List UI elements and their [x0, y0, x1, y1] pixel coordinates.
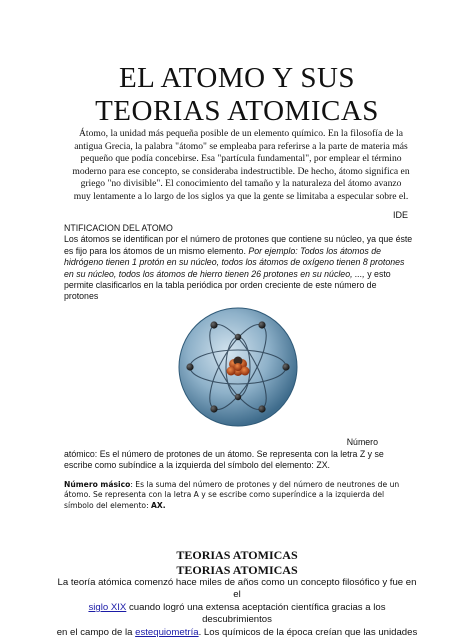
text-run: símbolo del elemento: — [64, 500, 152, 510]
paragraph-line — [64, 480, 424, 490]
text-run: en el campo de la — [56, 626, 136, 638]
text-run: . Los químicos de la época creían que las unidades — [198, 626, 418, 638]
link-estequiometria[interactable]: estequiometría — [135, 626, 199, 638]
intro-line: pequeño que podía concebirse. Esa "partícula fundamental", por emplear el término — [80, 153, 402, 165]
numero-label: Número — [346, 437, 378, 447]
text-run: y esto — [364, 268, 391, 279]
paragraph-line — [64, 269, 416, 280]
paragraph-line: permite clasificarlos en la tabla periódica por orden creciente de este número de — [64, 280, 377, 291]
paragraph-line: átomo. Se representa con la letra A y se escribe como superíndice a la izquierda del — [64, 490, 385, 500]
intro-line: Átomo, la unidad más pequeña posible de un elemento químico. En la filosofía de la — [79, 128, 403, 139]
document-title-line2: TEORIAS ATOMICAS — [95, 95, 379, 127]
section-heading: TEORIAS ATOMICAS — [176, 563, 298, 577]
example-text: Por ejemplo: Todos los átomos de — [248, 245, 382, 256]
intro-line: moderno para ese concepto, se consideraba indestructible. De hecho, átomo significa en — [72, 165, 410, 177]
intro-paragraph — [64, 128, 418, 204]
text-run: cuando logró una extensa aceptación científica gracias a los descubrimientos — [126, 601, 386, 626]
paragraph-line: Los átomos se identifican por el número de protones que contiene su núcleo, ya que éste — [64, 234, 413, 245]
identification-section — [64, 223, 416, 303]
paragraph-line — [56, 602, 418, 627]
section-heading: NTIFICACION DEL ATOMO — [64, 223, 173, 233]
paragraph-line: escribe como subíndice a la izquierda del símbolo del elemento: ZX. — [64, 460, 331, 471]
paragraph-line: La teoría atómica comenzó hace miles de años como un concepto filosófico y fue en el — [57, 577, 417, 601]
mass-number-paragraph — [64, 480, 424, 511]
intro-line: antigua Grecia, la palabra "átomo" se empleaba para referirse a la parte de materia más — [74, 140, 408, 152]
atom-illustration — [176, 305, 300, 429]
link-siglo-xix[interactable]: siglo XIX — [88, 601, 127, 613]
section-heading-fragment: IDE — [392, 210, 408, 220]
section-heading: TEORIAS ATOMICAS — [176, 548, 298, 562]
intro-line: griego "no divisible". El conocimiento del tamaño y la naturaleza del átomo avanzo — [80, 178, 402, 190]
text-run: : Es la suma del número de protones y del número de neutrones de un — [130, 480, 400, 489]
symbol-bold: AX. — [151, 500, 166, 510]
paragraph-line — [64, 501, 424, 511]
paragraph-line — [56, 627, 418, 639]
intro-line: muy lentamente a lo largo de los siglos ya que la gente se limitaba a especular sobre el. — [73, 190, 409, 202]
example-text: hidrógeno tienen 1 protón en su núcleo, todos los átomos de oxígeno tienen 8 protones — [64, 257, 405, 268]
document-title-line1: EL ATOMO Y SUS — [118, 62, 356, 94]
paragraph-line: protones — [64, 291, 99, 302]
example-text: en su núcleo, todos los átomos de hierro tienen 26 protones en su núcleo, ..., — [64, 268, 365, 279]
term-bold: Número másico — [64, 480, 131, 489]
theory-paragraph — [56, 577, 418, 639]
paragraph-line: atómico: Es el número de protones de un átomo. Se representa con la letra Z y se — [64, 449, 384, 459]
paragraph-line — [64, 246, 416, 257]
text-run: es fijo para los átomos de un mismo elemento. — [64, 245, 249, 256]
atomic-number-paragraph — [64, 449, 424, 472]
